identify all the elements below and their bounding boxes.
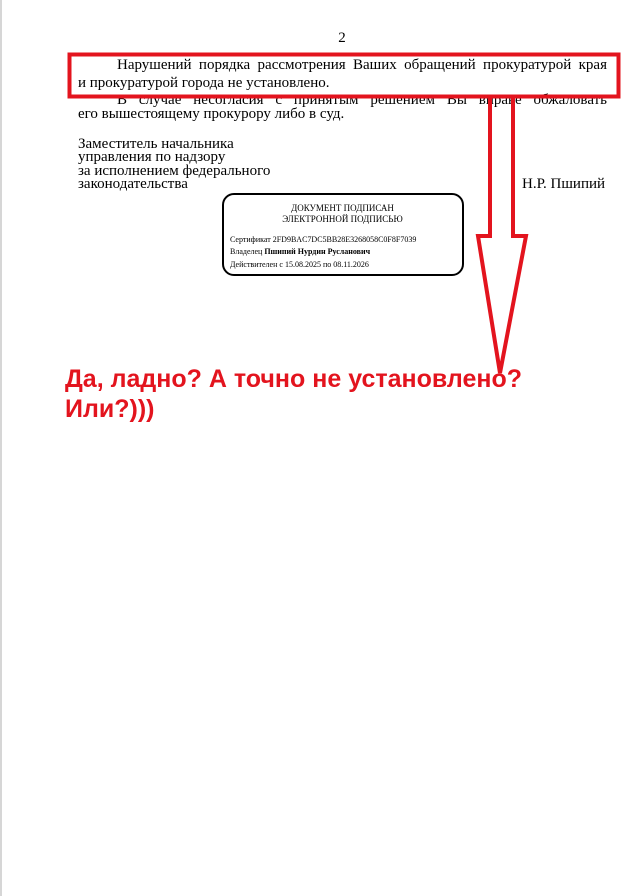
comment-line-2: Или?))): [65, 395, 155, 423]
electronic-signature-stamp: [222, 193, 464, 276]
stamp-owner: [230, 247, 370, 257]
validity-to-word: по: [322, 260, 332, 269]
signer-position-line: Заместитель начальника: [78, 136, 234, 152]
signer-position-line: за исполнением федерального: [78, 162, 271, 179]
page-number: 2: [338, 30, 346, 46]
signer-name: Н.Р. Пшипий: [522, 176, 606, 192]
validity-from-word: с: [279, 260, 283, 269]
annotation-comment: [65, 364, 522, 424]
validity-label: Действителен: [230, 260, 278, 269]
paragraph-1-line-2: и прокуратурой города не установлено.: [78, 75, 330, 91]
signer-position-line: законодательства: [78, 175, 188, 192]
annotation-arrow: [478, 96, 526, 373]
signer-position-line: управления по надзору: [78, 149, 226, 166]
page-edge: [0, 0, 2, 896]
stamp-certificate: [230, 235, 416, 245]
valid-from-date: 15.08.2025: [284, 260, 321, 269]
owner-label: Владелец: [230, 247, 263, 256]
owner-name: Пшипий Нурдин Русланович: [264, 247, 371, 256]
stamp-title-line-1: ДОКУМЕНТ ПОДПИСАН: [291, 203, 394, 213]
certificate-number: 2FD9BAC7DC5BB28E3268058C0F8F7039: [272, 235, 417, 244]
valid-to-date: 08.11.2026: [333, 260, 369, 269]
certificate-label: Сертификат: [230, 235, 271, 244]
paragraph-2-line-2: его вышестоящему прокурору либо в суд.: [78, 106, 345, 122]
comment-line-1: Да, ладно? А точно не установлено?: [65, 365, 523, 393]
paragraph-1-line-1: Нарушений порядка рассмотрения Ваших обращений прокуратурой края: [117, 57, 607, 73]
signer-position: [78, 138, 270, 191]
stamp-validity: [230, 260, 369, 270]
stamp-title-line-2: ЭЛЕКТРОННОЙ ПОДПИСЬЮ: [282, 214, 403, 224]
paragraph-2-line-1: В случае несогласия с принятым решением Вы вправе обжаловать: [117, 92, 607, 108]
